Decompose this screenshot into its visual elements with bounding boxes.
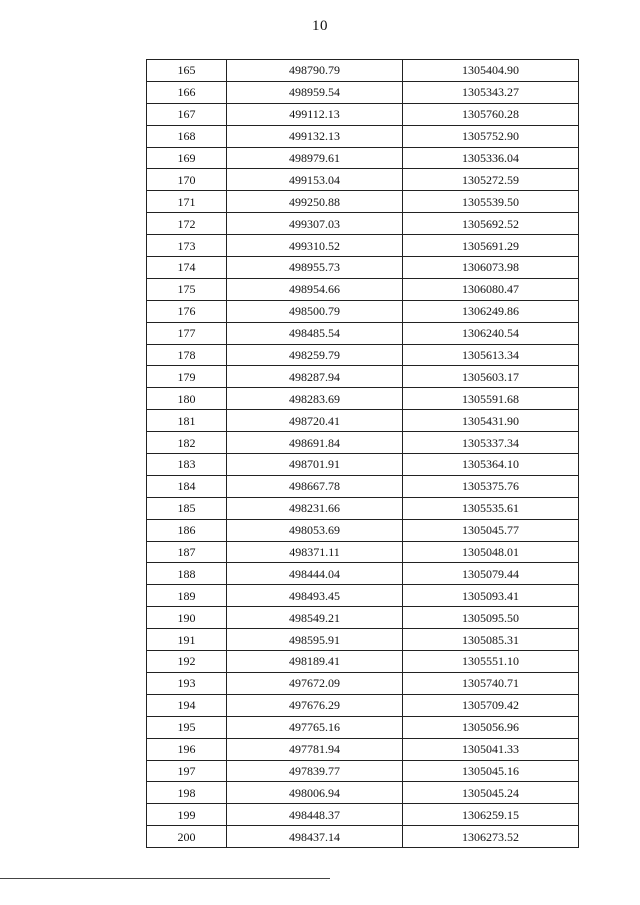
point-number-cell: 192: [147, 651, 227, 673]
x-coordinate-cell: 498283.69: [227, 388, 403, 410]
x-coordinate-cell: 498790.79: [227, 60, 403, 82]
point-number-cell: 182: [147, 432, 227, 454]
y-coordinate-cell: 1305740.71: [403, 672, 579, 694]
x-coordinate-cell: 498287.94: [227, 366, 403, 388]
x-coordinate-cell: 498954.66: [227, 278, 403, 300]
y-coordinate-cell: 1305752.90: [403, 125, 579, 147]
y-coordinate-cell: 1305041.33: [403, 738, 579, 760]
y-coordinate-cell: 1306259.15: [403, 804, 579, 826]
table-row: [147, 519, 579, 541]
point-number-cell: 186: [147, 519, 227, 541]
y-coordinate-cell: 1305539.50: [403, 191, 579, 213]
x-coordinate-cell: 499132.13: [227, 125, 403, 147]
y-coordinate-cell: 1305692.52: [403, 213, 579, 235]
table-row: [147, 672, 579, 694]
point-number-cell: 179: [147, 366, 227, 388]
y-coordinate-cell: 1305364.10: [403, 454, 579, 476]
table-row: [147, 235, 579, 257]
x-coordinate-cell: 498444.04: [227, 563, 403, 585]
table-row: [147, 629, 579, 651]
x-coordinate-cell: 498595.91: [227, 629, 403, 651]
x-coordinate-cell: 498231.66: [227, 497, 403, 519]
table-row: [147, 213, 579, 235]
point-number-cell: 165: [147, 60, 227, 82]
point-number-cell: 200: [147, 826, 227, 848]
table-row: [147, 716, 579, 738]
y-coordinate-cell: 1305056.96: [403, 716, 579, 738]
y-coordinate-cell: 1305709.42: [403, 694, 579, 716]
x-coordinate-cell: 497839.77: [227, 760, 403, 782]
table-row: [147, 432, 579, 454]
y-coordinate-cell: 1305613.34: [403, 344, 579, 366]
y-coordinate-cell: 1305375.76: [403, 475, 579, 497]
y-coordinate-cell: 1305404.90: [403, 60, 579, 82]
point-number-cell: 174: [147, 257, 227, 279]
point-number-cell: 198: [147, 782, 227, 804]
table-row: [147, 103, 579, 125]
y-coordinate-cell: 1306240.54: [403, 322, 579, 344]
x-coordinate-cell: 498959.54: [227, 81, 403, 103]
table-row: [147, 344, 579, 366]
point-number-cell: 183: [147, 454, 227, 476]
table-row: [147, 81, 579, 103]
y-coordinate-cell: 1305045.77: [403, 519, 579, 541]
point-number-cell: 181: [147, 410, 227, 432]
point-number-cell: 191: [147, 629, 227, 651]
table-row: [147, 475, 579, 497]
x-coordinate-cell: 499153.04: [227, 169, 403, 191]
point-number-cell: 168: [147, 125, 227, 147]
point-number-cell: 194: [147, 694, 227, 716]
point-number-cell: 196: [147, 738, 227, 760]
point-number-cell: 187: [147, 541, 227, 563]
table-row: [147, 60, 579, 82]
x-coordinate-cell: 498549.21: [227, 607, 403, 629]
table-row: [147, 388, 579, 410]
y-coordinate-cell: 1306273.52: [403, 826, 579, 848]
x-coordinate-cell: 499250.88: [227, 191, 403, 213]
coordinates-table-body: [147, 60, 579, 848]
x-coordinate-cell: 498691.84: [227, 432, 403, 454]
y-coordinate-cell: 1305336.04: [403, 147, 579, 169]
point-number-cell: 167: [147, 103, 227, 125]
x-coordinate-cell: 497765.16: [227, 716, 403, 738]
y-coordinate-cell: 1305272.59: [403, 169, 579, 191]
table-row: [147, 782, 579, 804]
y-coordinate-cell: 1305079.44: [403, 563, 579, 585]
table-row: [147, 410, 579, 432]
point-number-cell: 176: [147, 300, 227, 322]
x-coordinate-cell: 498500.79: [227, 300, 403, 322]
table-row: [147, 563, 579, 585]
y-coordinate-cell: 1306249.86: [403, 300, 579, 322]
table-row: [147, 366, 579, 388]
point-number-cell: 185: [147, 497, 227, 519]
x-coordinate-cell: 498701.91: [227, 454, 403, 476]
point-number-cell: 190: [147, 607, 227, 629]
table-row: [147, 760, 579, 782]
x-coordinate-cell: 498371.11: [227, 541, 403, 563]
table-row: [147, 826, 579, 848]
table-row: [147, 454, 579, 476]
table-row: [147, 169, 579, 191]
point-number-cell: 175: [147, 278, 227, 300]
table-row: [147, 694, 579, 716]
x-coordinate-cell: 498493.45: [227, 585, 403, 607]
point-number-cell: 173: [147, 235, 227, 257]
point-number-cell: 170: [147, 169, 227, 191]
table-row: [147, 257, 579, 279]
point-number-cell: 178: [147, 344, 227, 366]
y-coordinate-cell: 1305093.41: [403, 585, 579, 607]
point-number-cell: 193: [147, 672, 227, 694]
x-coordinate-cell: 499310.52: [227, 235, 403, 257]
x-coordinate-cell: 498437.14: [227, 826, 403, 848]
x-coordinate-cell: 499307.03: [227, 213, 403, 235]
point-number-cell: 199: [147, 804, 227, 826]
point-number-cell: 169: [147, 147, 227, 169]
point-number-cell: 189: [147, 585, 227, 607]
point-number-cell: 188: [147, 563, 227, 585]
table-row: [147, 738, 579, 760]
x-coordinate-cell: 498448.37: [227, 804, 403, 826]
x-coordinate-cell: 497672.09: [227, 672, 403, 694]
x-coordinate-cell: 498189.41: [227, 651, 403, 673]
y-coordinate-cell: 1305045.16: [403, 760, 579, 782]
y-coordinate-cell: 1305045.24: [403, 782, 579, 804]
y-coordinate-cell: 1305431.90: [403, 410, 579, 432]
y-coordinate-cell: 1305095.50: [403, 607, 579, 629]
page-number: 10: [312, 18, 328, 34]
table-row: [147, 651, 579, 673]
y-coordinate-cell: 1306080.47: [403, 278, 579, 300]
y-coordinate-cell: 1305085.31: [403, 629, 579, 651]
point-number-cell: 184: [147, 475, 227, 497]
y-coordinate-cell: 1305691.29: [403, 235, 579, 257]
x-coordinate-cell: 498006.94: [227, 782, 403, 804]
point-number-cell: 197: [147, 760, 227, 782]
x-coordinate-cell: 497676.29: [227, 694, 403, 716]
table-row: [147, 300, 579, 322]
x-coordinate-cell: 498053.69: [227, 519, 403, 541]
table-row: [147, 278, 579, 300]
table-row: [147, 607, 579, 629]
table-row: [147, 585, 579, 607]
table-row: [147, 804, 579, 826]
y-coordinate-cell: 1305760.28: [403, 103, 579, 125]
coordinates-table: [146, 59, 579, 848]
x-coordinate-cell: 499112.13: [227, 103, 403, 125]
footnote-separator: [0, 878, 330, 879]
point-number-cell: 166: [147, 81, 227, 103]
table-row: [147, 147, 579, 169]
x-coordinate-cell: 498720.41: [227, 410, 403, 432]
x-coordinate-cell: 498667.78: [227, 475, 403, 497]
point-number-cell: 172: [147, 213, 227, 235]
point-number-cell: 177: [147, 322, 227, 344]
x-coordinate-cell: 498955.73: [227, 257, 403, 279]
y-coordinate-cell: 1306073.98: [403, 257, 579, 279]
x-coordinate-cell: 498979.61: [227, 147, 403, 169]
table-row: [147, 497, 579, 519]
table-row: [147, 541, 579, 563]
y-coordinate-cell: 1305343.27: [403, 81, 579, 103]
point-number-cell: 195: [147, 716, 227, 738]
table-row: [147, 125, 579, 147]
point-number-cell: 180: [147, 388, 227, 410]
y-coordinate-cell: 1305603.17: [403, 366, 579, 388]
y-coordinate-cell: 1305535.61: [403, 497, 579, 519]
point-number-cell: 171: [147, 191, 227, 213]
y-coordinate-cell: 1305591.68: [403, 388, 579, 410]
table-row: [147, 322, 579, 344]
y-coordinate-cell: 1305337.34: [403, 432, 579, 454]
y-coordinate-cell: 1305551.10: [403, 651, 579, 673]
y-coordinate-cell: 1305048.01: [403, 541, 579, 563]
table-row: [147, 191, 579, 213]
x-coordinate-cell: 498259.79: [227, 344, 403, 366]
x-coordinate-cell: 498485.54: [227, 322, 403, 344]
x-coordinate-cell: 497781.94: [227, 738, 403, 760]
